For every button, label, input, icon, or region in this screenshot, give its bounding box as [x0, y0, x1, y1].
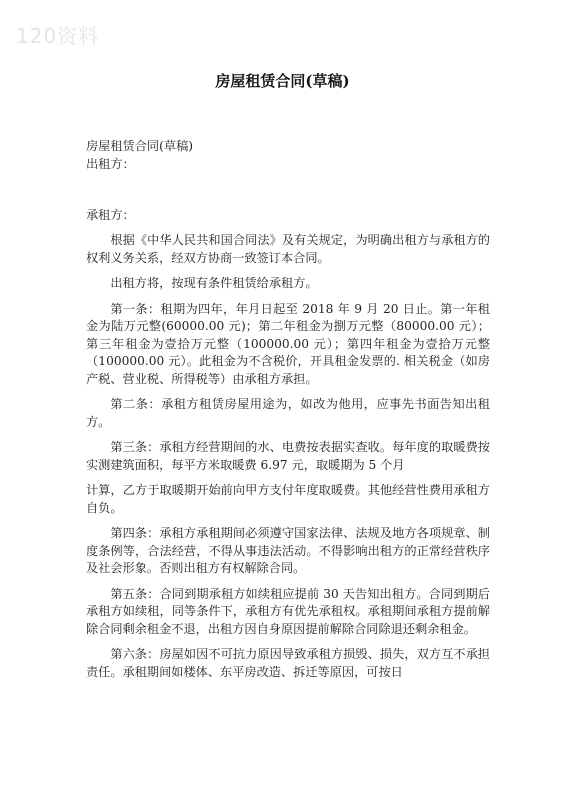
article-3-part2: 计算，乙方于取暖期开始前向甲方支付年度取暖费。其他经营性费用承租方自负。: [86, 483, 490, 515]
article-4: 第四条：承租方承租期间必须遵守国家法律、法规及地方各项规章、制度条例等，合法经营，不得从事违法活动。不得影响出租方的正常经营秩序及社会形象。否则出租方有权解除合同。: [86, 526, 490, 575]
article-6: 第六条：房屋如因不可抗力原因导致承租方损毁、损失，双方互不承担责任。承租期间如楼体、东平房改造、拆迁等原因，可按日: [86, 647, 490, 679]
document-body: [86, 138, 490, 681]
article-2: 第二条：承租方租赁房屋用途为，如改为他用，应事先书面告知出租方。: [86, 397, 490, 429]
watermark: 120资料: [16, 24, 100, 48]
article-5: 第五条：合同到期承租方如续租应提前 30 天告知出租方。合同到期后承租方如续租，同等条件下，承租方有优先承租权。承租期间承租方提前解除合同剩余租金不退，出租方因自身原因提前解除合同除退还剩余租金。: [86, 586, 490, 636]
document-title: 房屋租赁合同(草稿): [215, 72, 350, 90]
article-1: 第一条：租期为四年，年月日起至 2018 年 9 月 20 日止。第一年租金为陆万元整(60000.00 元)；第二年租金为捌万元整（80000.00 元）；第三年租金为壹拾万元整（100000.00 元）；第四年租金为壹拾万元整（100000.00 元）。此租金为不含税价，开具租金发票的. 相关税金（如房产税、营业税、所得税等）由承租方承担。: [86, 301, 490, 386]
blank-line: [86, 173, 490, 191]
subtitle: 房屋租赁合同(草稿): [86, 139, 194, 153]
intro-paragraph: 根据《中华人民共和国合同法》及有关规定，为明确出租方与承租方的权利义务关系，经双方协商一致签订本合同。: [86, 233, 490, 265]
lessee-label: 承租方：: [86, 207, 135, 222]
intro2-paragraph: 出租方将，按现有条件租赁给承租方。: [110, 276, 318, 290]
article-3-part1: 第三条：承租方经营期间的水、电费按表据实查收。每年度的取暖费按实测建筑面积，每平方米取暖费 6.97 元，取暖期为 5 个月: [86, 440, 490, 472]
lessor-label: 出租方：: [86, 156, 135, 171]
